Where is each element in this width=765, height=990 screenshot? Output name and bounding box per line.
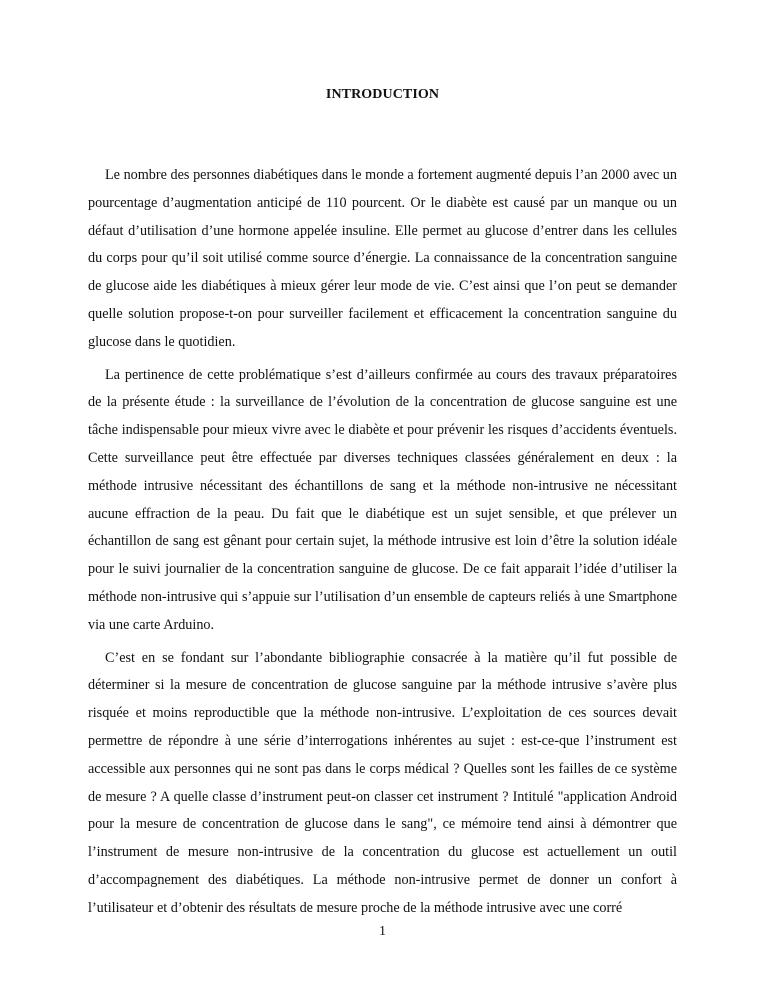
- paragraph: C’est en se fondant sur l’abondante bibliographie consacrée à la matière qu’il fut possible de déterminer si la mesure de concentration de glucose sanguine par la méthode intrusive s’avère plus risquée et moins reproductible que la méthode non-intrusive. L’exploitation de ces sources devait permettre de répondre à une série d’interrogations inhérentes au sujet : est-ce-que l’instrument est accessible aux personnes qui ne sont pas dans le corps médical ? Quelles sont les failles de ce système de mesure ? A quelle classe d’instrument peut-on classer cet instrument ? Intitulé "application Android pour la mesure de concentration de glucose dans le sang", ce mémoire tend ainsi à démontrer que l’instrument de mesure non-intrusive de la concentration du glucose est actuellement un outil d’accompagnement des diabétiques. La méthode non-intrusive permet de donner un confort à l’utilisateur et d’obtenir des résultats de mesure proche de la méthode intrusive avec une corré: [88, 649, 677, 916]
- body-text: [88, 162, 677, 928]
- page-title: INTRODUCTION: [325, 87, 440, 102]
- page-number: 1: [379, 924, 386, 939]
- paragraph: La pertinence de cette problématique s’est d’ailleurs confirmée au cours des travaux préparatoires de la présente étude : la surveillance de l’évolution de la concentration de glucose sanguine est une tâche indispensable pour mieux vivre avec le diabète et pour prévenir les risques d’accidents éventuels. Cette surveillance peut être effectuée par diverses techniques classées généralement en deux : la méthode intrusive nécessitant des échantillons de sang et la méthode non-intrusive ne nécessitant aucune effraction de la peau. Du fait que le diabétique est un sujet sensible, et que prélever un échantillon de sang est gênant pour certain sujet, la méthode intrusive est loin d’être la solution idéale pour le suivi journalier de la concentration sanguine de glucose. De ce fait apparait l’idée d’utiliser la méthode non-intrusive qui s’appuie sur l’utilisation d’un ensemble de capteurs reliés à une Smartphone via une carte Arduino.: [88, 366, 677, 633]
- paragraph: Le nombre des personnes diabétiques dans le monde a fortement augmenté depuis l’an 2000 avec un pourcentage d’augmentation anticipé de 110 pourcent. Or le diabète est causé par un manque ou un défaut d’utilisation d’une hormone appelée insuline. Elle permet au glucose d’entrer dans les cellules du corps pour qu’il soit utilisé comme source d’énergie. La connaissance de la concentration sanguine de glucose aide les diabétiques à mieux gérer leur mode de vie. C’est ainsi que l’on peut se demander quelle solution propose-t-on pour surveiller facilement et efficacement la concentration sanguine du glucose dans le quotidien.: [88, 167, 677, 350]
